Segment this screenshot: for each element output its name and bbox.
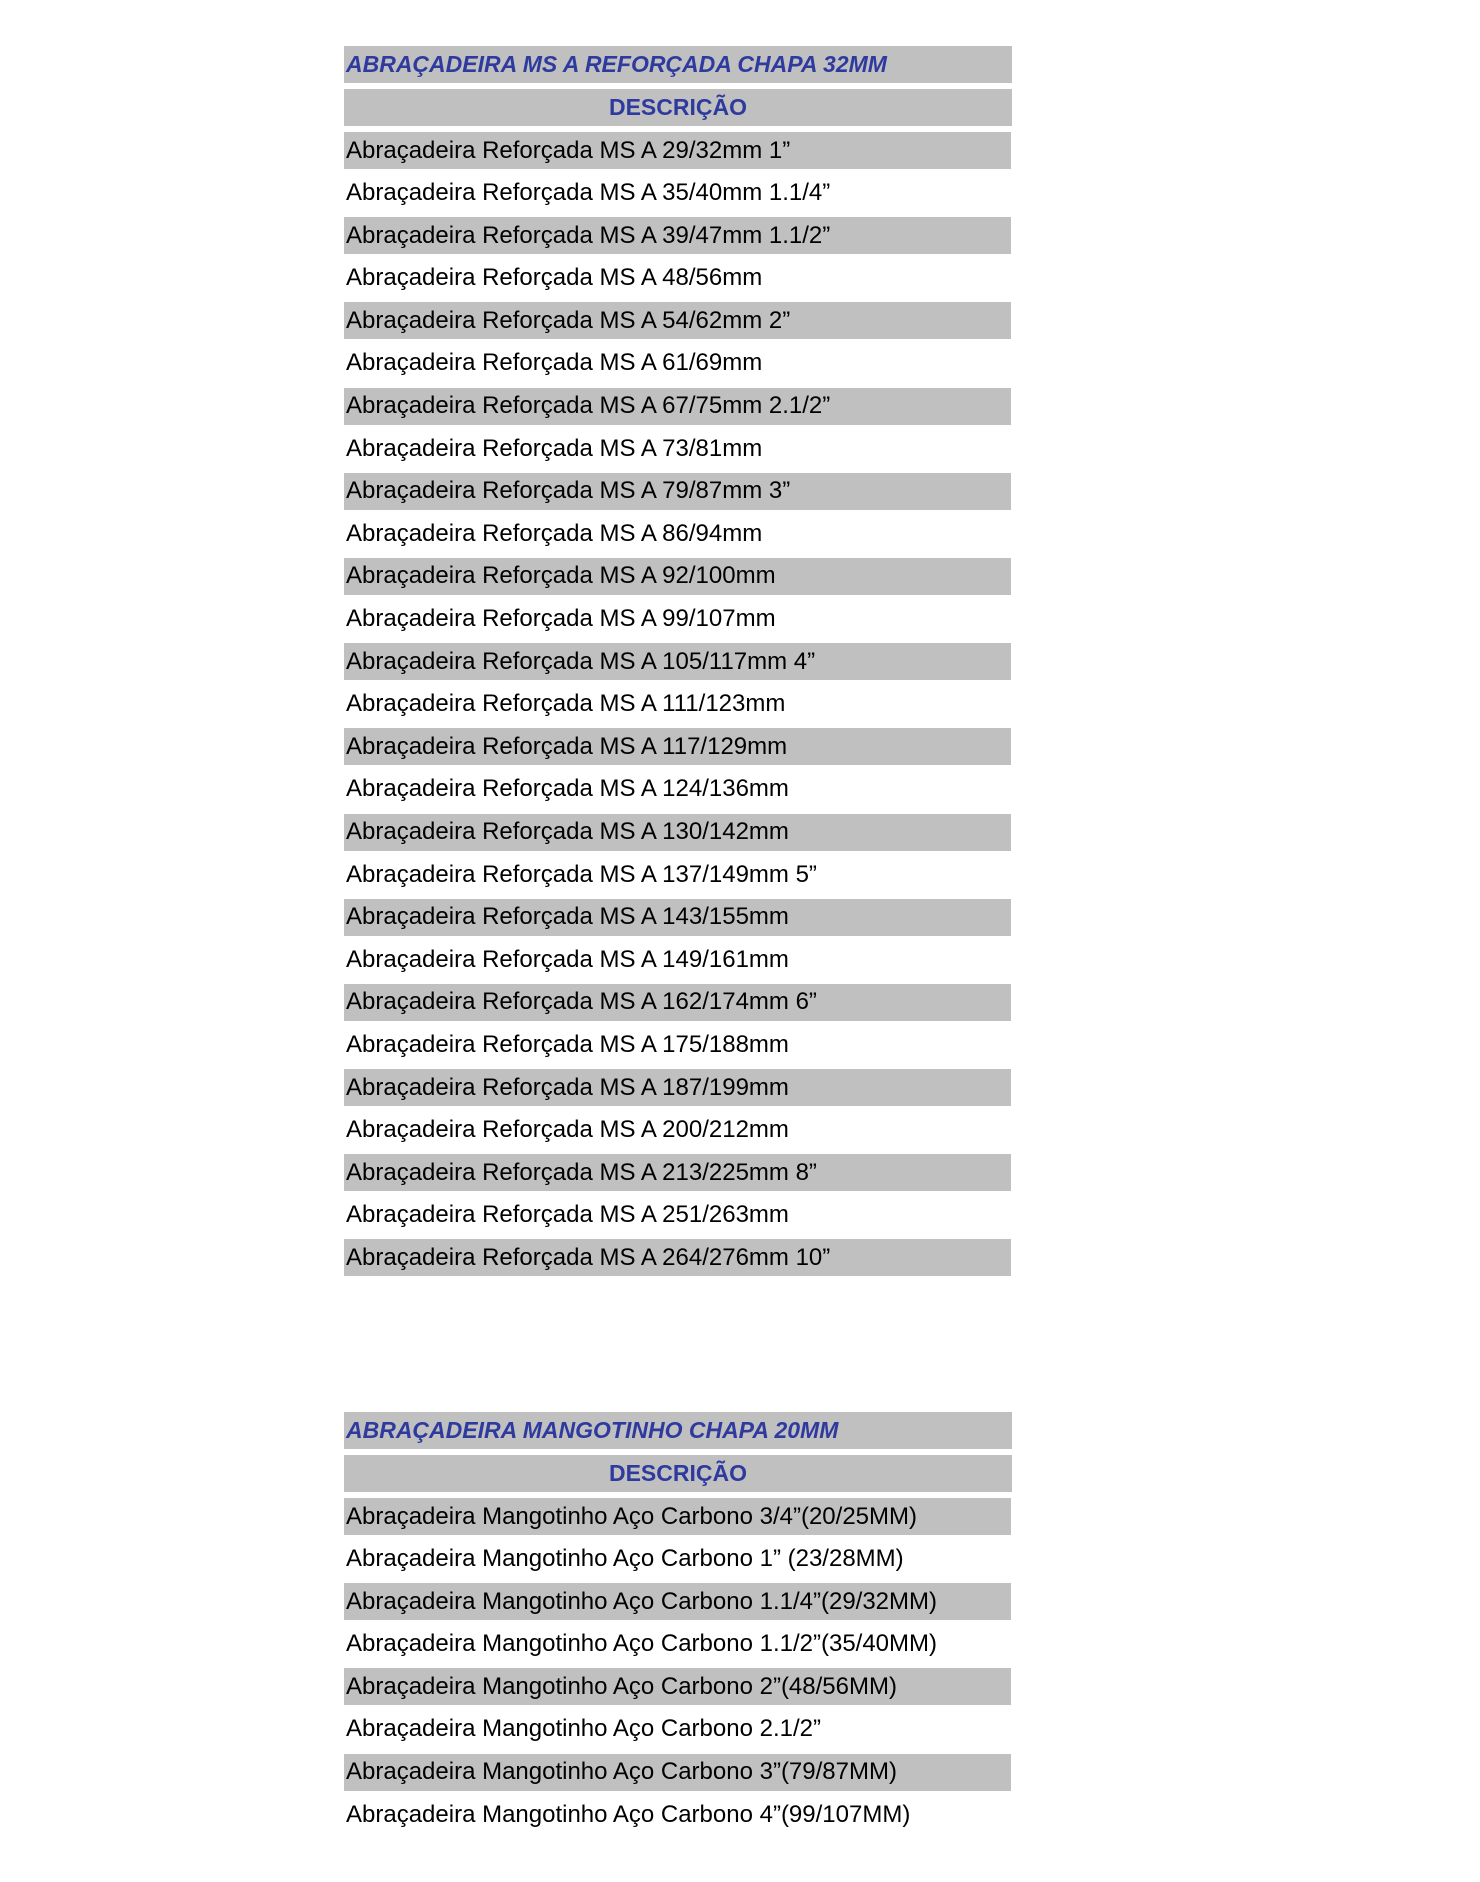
table-header-row bbox=[344, 89, 1012, 126]
table-row bbox=[344, 728, 1011, 765]
row-description: Abraçadeira Mangotinho Aço Carbono 2”(48/56MM) bbox=[346, 1672, 897, 1700]
row-description: Abraçadeira Reforçada MS A 200/212mm bbox=[346, 1116, 789, 1144]
row-description: Abraçadeira Reforçada MS A 54/62mm 2” bbox=[346, 306, 791, 334]
table-row bbox=[344, 1498, 1011, 1535]
row-description: Abraçadeira Reforçada MS A 48/56mm bbox=[346, 264, 763, 292]
row-description: Abraçadeira Reforçada MS A 162/174mm 6” bbox=[346, 988, 817, 1016]
row-description: Abraçadeira Mangotinho Aço Carbono 1.1/4”(29/32MM) bbox=[346, 1587, 937, 1615]
table-row bbox=[344, 302, 1011, 339]
table-row bbox=[344, 1541, 1011, 1578]
table-row bbox=[344, 686, 1011, 723]
table-row bbox=[344, 217, 1011, 254]
row-description: Abraçadeira Reforçada MS A 251/263mm bbox=[346, 1201, 789, 1229]
table-row bbox=[344, 1711, 1011, 1748]
row-description: Abraçadeira Reforçada MS A 117/129mm bbox=[346, 732, 788, 760]
table-title-row bbox=[344, 1412, 1012, 1449]
row-description: Abraçadeira Reforçada MS A 137/149mm 5” bbox=[346, 860, 817, 888]
row-description: Abraçadeira Reforçada MS A 130/142mm bbox=[346, 818, 789, 845]
column-header-descricao: DESCRIÇÃO bbox=[608, 1460, 747, 1486]
table-row bbox=[344, 132, 1011, 169]
table-header-row bbox=[344, 1455, 1012, 1492]
product-table-ms-reforcada bbox=[344, 46, 1011, 1282]
table-title-row bbox=[344, 46, 1012, 83]
row-description: Abraçadeira Reforçada MS A 73/81mm bbox=[346, 434, 763, 462]
row-description: Abraçadeira Reforçada MS A 187/199mm bbox=[346, 1073, 789, 1101]
table-row bbox=[344, 345, 1011, 382]
table-row bbox=[344, 430, 1011, 467]
table-row bbox=[344, 1154, 1011, 1191]
table-row bbox=[344, 1796, 1011, 1833]
row-description: Abraçadeira Mangotinho Aço Carbono 1.1/2”(35/40MM) bbox=[346, 1630, 937, 1658]
table-row bbox=[344, 1754, 1011, 1791]
row-description: Abraçadeira Reforçada MS A 39/47mm 1.1/2” bbox=[346, 221, 831, 249]
row-description: Abraçadeira Reforçada MS A 61/69mm bbox=[346, 349, 763, 377]
row-description: Abraçadeira Mangotinho Aço Carbono 1” (23/28MM) bbox=[346, 1545, 904, 1573]
table-row bbox=[344, 1668, 1011, 1705]
table-row bbox=[344, 601, 1011, 638]
row-description: Abraçadeira Reforçada MS A 175/188mm bbox=[346, 1030, 789, 1058]
table-title: ABRAÇADEIRA MS A REFORÇADA CHAPA 32MM bbox=[346, 51, 887, 77]
row-description: Abraçadeira Reforçada MS A 92/100mm bbox=[346, 562, 776, 590]
row-description: Abraçadeira Mangotinho Aço Carbono 4”(99/107MM) bbox=[346, 1800, 911, 1828]
row-description: Abraçadeira Reforçada MS A 213/225mm 8” bbox=[346, 1158, 817, 1186]
row-description: Abraçadeira Reforçada MS A 264/276mm 10” bbox=[346, 1243, 831, 1271]
table-row bbox=[344, 515, 1011, 552]
row-description: Abraçadeira Mangotinho Aço Carbono 3”(79/87MM) bbox=[346, 1758, 897, 1786]
table-row bbox=[344, 1626, 1011, 1663]
row-description: Abraçadeira Reforçada MS A 99/107mm bbox=[346, 605, 776, 633]
table-row bbox=[344, 1239, 1011, 1276]
row-description: Abraçadeira Reforçada MS A 111/123mm bbox=[346, 690, 786, 718]
row-description: Abraçadeira Mangotinho Aço Carbono 2.1/2” bbox=[346, 1715, 821, 1743]
table-row bbox=[344, 1197, 1011, 1234]
product-table-mangotinho bbox=[344, 1412, 1011, 1839]
row-description: Abraçadeira Reforçada MS A 79/87mm 3” bbox=[346, 477, 791, 505]
table-row bbox=[344, 1112, 1011, 1149]
table-row bbox=[344, 771, 1011, 808]
row-description: Abraçadeira Reforçada MS A 35/40mm 1.1/4” bbox=[346, 179, 831, 207]
table-row bbox=[344, 941, 1011, 978]
table-rows bbox=[344, 132, 1011, 1276]
row-description: Abraçadeira Reforçada MS A 149/161mm bbox=[346, 945, 789, 973]
table-row bbox=[344, 260, 1011, 297]
column-header-descricao: DESCRIÇÃO bbox=[608, 94, 747, 120]
table-row bbox=[344, 388, 1011, 425]
row-description: Abraçadeira Reforçada MS A 105/117mm 4” bbox=[346, 647, 816, 675]
table-row bbox=[344, 899, 1011, 936]
row-description: Abraçadeira Reforçada MS A 124/136mm bbox=[346, 775, 789, 803]
row-description: Abraçadeira Mangotinho Aço Carbono 3/4”(20/25MM) bbox=[346, 1502, 917, 1530]
row-description: Abraçadeira Reforçada MS A 29/32mm 1” bbox=[346, 136, 791, 164]
table-rows bbox=[344, 1498, 1011, 1833]
table-row bbox=[344, 1583, 1011, 1620]
table-title: ABRAÇADEIRA MANGOTINHO CHAPA 20MM bbox=[346, 1417, 839, 1443]
table-row bbox=[344, 856, 1011, 893]
table-row bbox=[344, 984, 1011, 1021]
table-row bbox=[344, 1026, 1011, 1063]
row-description: Abraçadeira Reforçada MS A 143/155mm bbox=[346, 903, 789, 931]
table-row bbox=[344, 814, 1011, 851]
row-description: Abraçadeira Reforçada MS A 67/75mm 2.1/2” bbox=[346, 392, 831, 420]
table-row bbox=[344, 1069, 1011, 1106]
table-row bbox=[344, 643, 1011, 680]
table-row bbox=[344, 175, 1011, 212]
row-description: Abraçadeira Reforçada MS A 86/94mm bbox=[346, 519, 763, 547]
table-row bbox=[344, 473, 1011, 510]
table-row bbox=[344, 558, 1011, 595]
